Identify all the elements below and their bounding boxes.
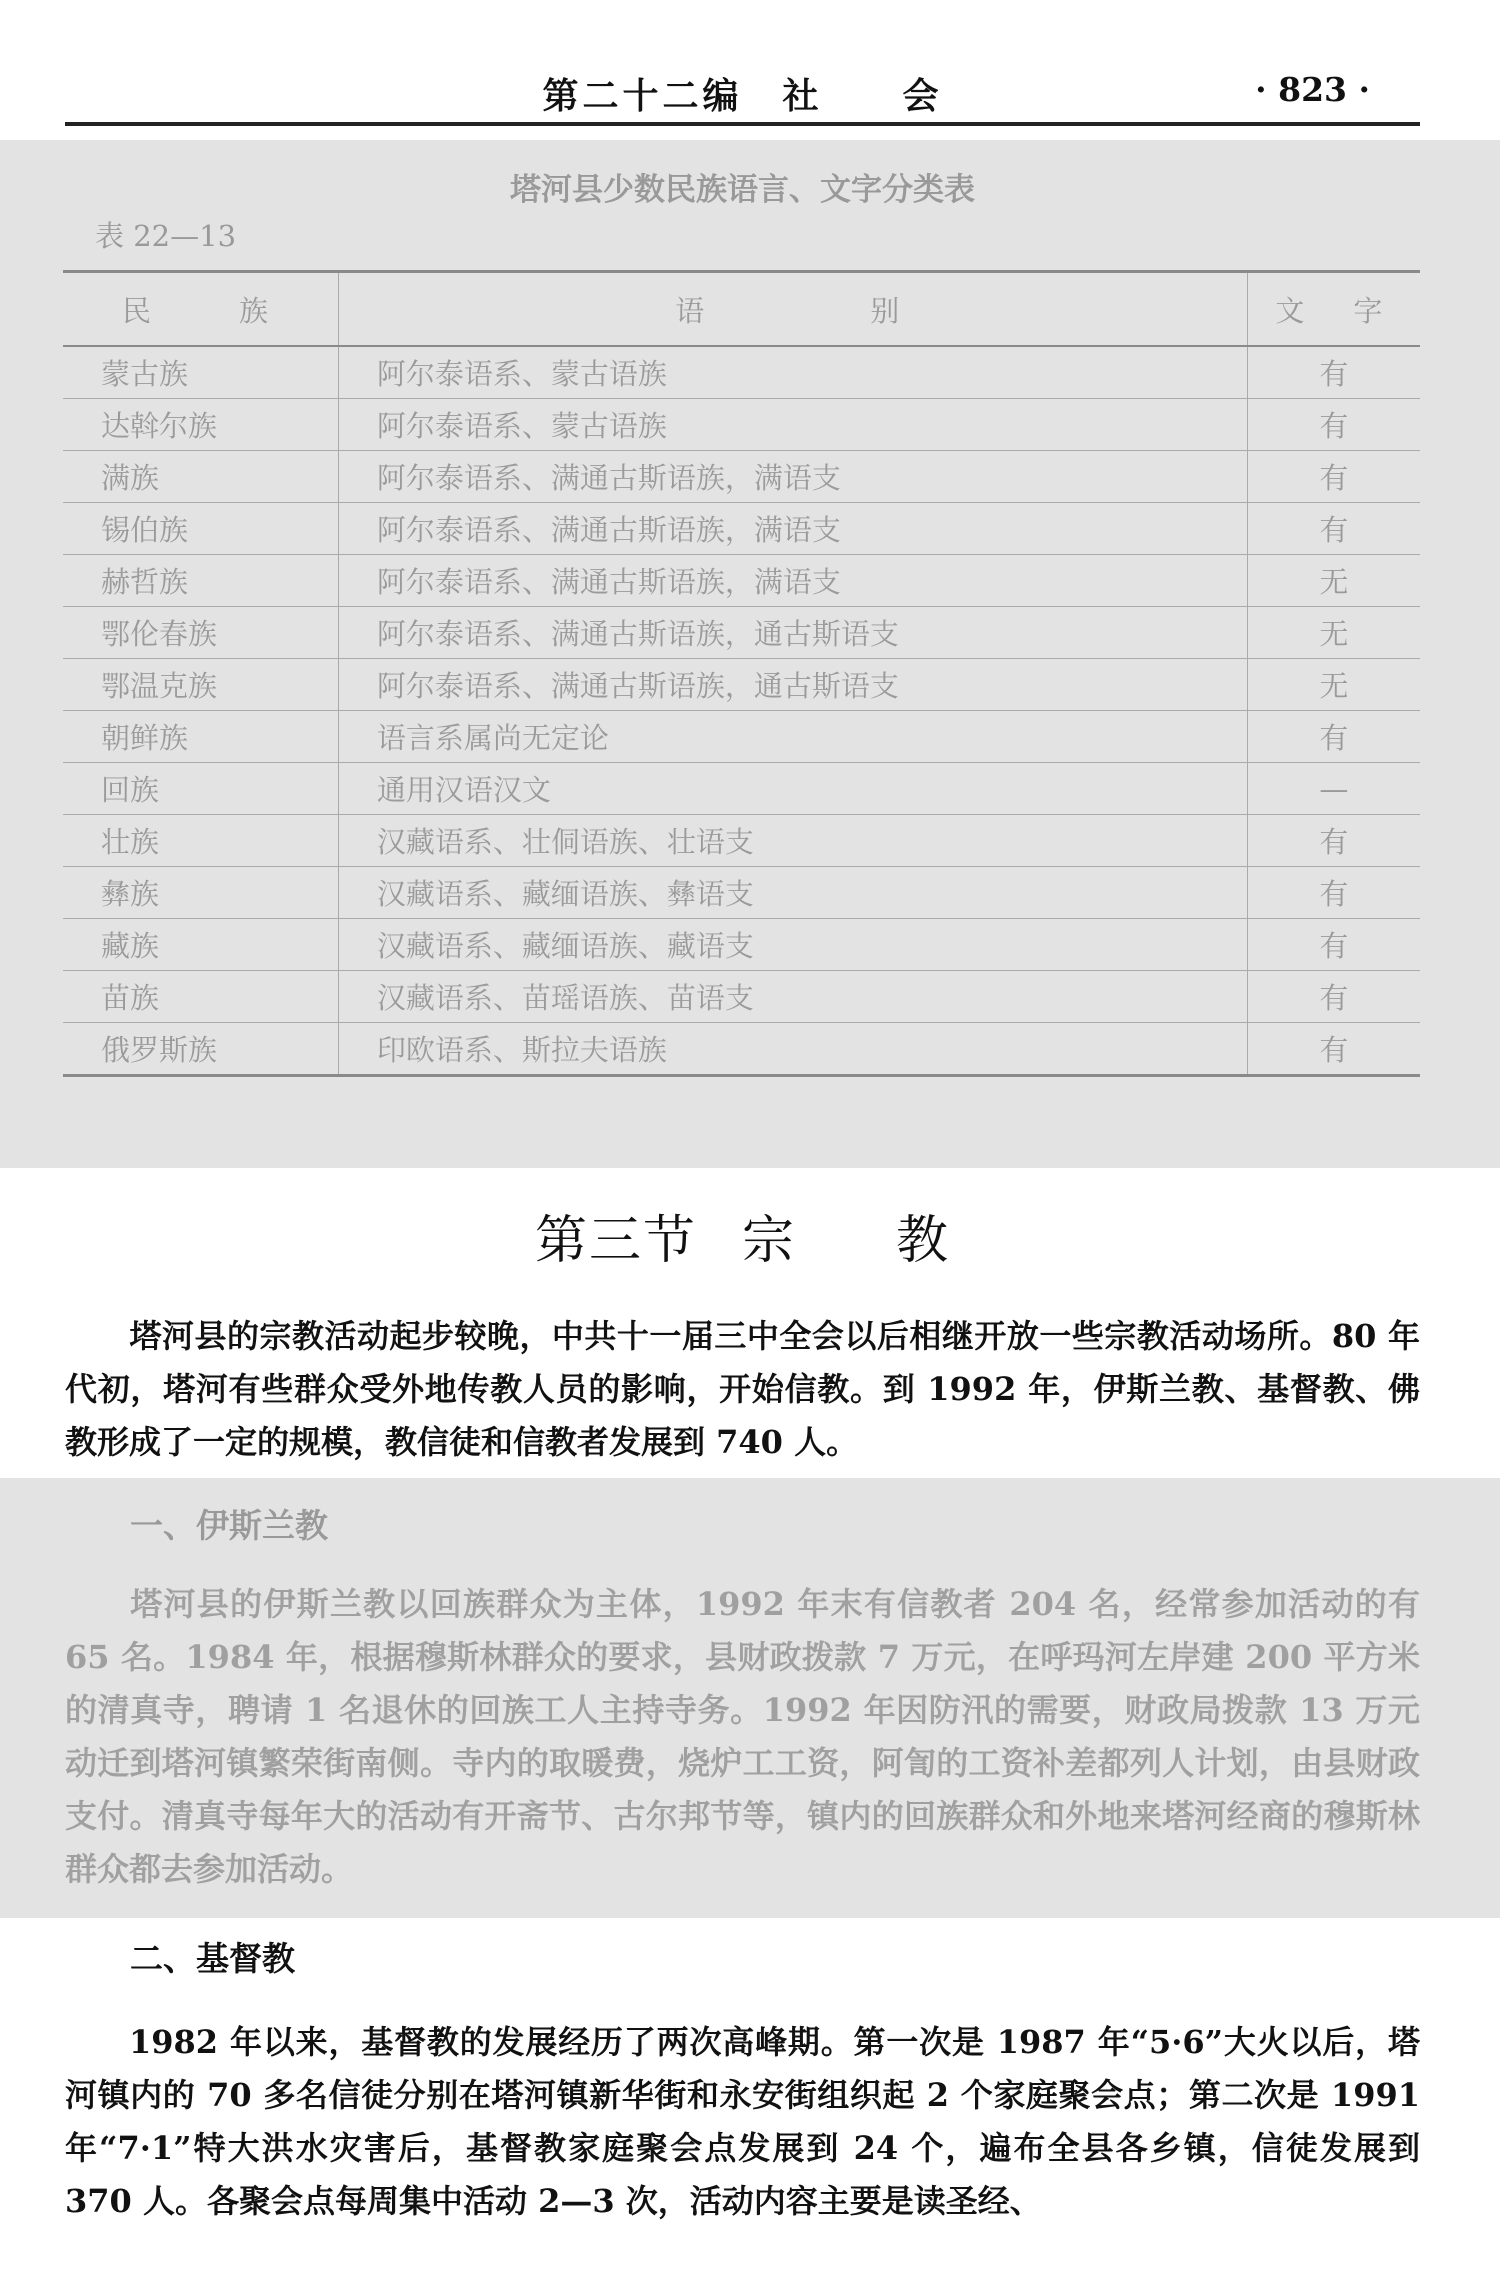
table-row — [63, 346, 1420, 399]
cell-language: 语言系属尚无定论 — [338, 711, 1247, 763]
cell-ethnic: 壮族 — [63, 815, 338, 867]
cell-script: 有 — [1247, 971, 1420, 1023]
cell-script: 有 — [1247, 1023, 1420, 1076]
table-code: 表 22—13 — [95, 219, 237, 253]
cell-script: 有 — [1247, 451, 1420, 503]
cell-ethnic: 苗族 — [63, 971, 338, 1023]
cell-language: 阿尔泰语系、满通古斯语族，满语支 — [338, 451, 1247, 503]
christianity-paragraph — [65, 2016, 1420, 2228]
table-row — [63, 451, 1420, 503]
cell-ethnic: 回族 — [63, 763, 338, 815]
section-heading — [65, 1198, 1420, 1273]
cell-language: 通用汉语汉文 — [338, 763, 1247, 815]
cell-script: 有 — [1247, 815, 1420, 867]
cell-ethnic: 鄂温克族 — [63, 659, 338, 711]
cell-script: 有 — [1247, 503, 1420, 555]
christianity-heading: 二、基督教 — [130, 1939, 295, 1978]
header-language: 语 别 — [338, 272, 1247, 347]
cell-ethnic: 赫哲族 — [63, 555, 338, 607]
table-row — [63, 711, 1420, 763]
islam-text: 塔河县的伊斯兰教以回族群众为主体，1992 年末有信教者 204 名，经常参加活动的有 65 名。1984 年，根据穆斯林群众的要求，县财政拨款 7 万元，在呼玛河左岸建 200 平方米的清真寺，聘请 1 名退休的回族工人主持寺务。1992 年因防汛的需要，财政局拨款 13 万元动迁到塔河镇繁荣街南侧。寺内的取暖费，烧炉工工资，阿訇的工资补差都列人计划，由县财政支付。清真寺每年大的活动有开斋节、古尔邦节等，镇内的回族群众和外地来塔河经商的穆斯林群众都去参加活动。 — [65, 1585, 1420, 1888]
header-ethnic: 民 族 — [63, 272, 338, 347]
cell-ethnic: 满族 — [63, 451, 338, 503]
cell-language: 印欧语系、斯拉夫语族 — [338, 1023, 1247, 1076]
cell-script: — — [1247, 763, 1420, 815]
intro-text: 塔河县的宗教活动起步较晚，中共十一届三中全会以后相继开放一些宗教活动场所。80 年代初，塔河有些群众受外地传教人员的影响，开始信教。到 1992 年，伊斯兰教、基督教、佛教形成了一定的规模，教信徒和信教者发展到 740 人。 — [65, 1317, 1420, 1461]
table-row — [63, 919, 1420, 971]
table-row — [63, 971, 1420, 1023]
chapter-title: 第二十二编 社 会 — [542, 75, 943, 117]
cell-language: 阿尔泰语系、蒙古语族 — [338, 399, 1247, 451]
cell-ethnic: 达斡尔族 — [63, 399, 338, 451]
header-rule — [65, 122, 1420, 126]
section-word-2: 教 — [896, 1211, 951, 1271]
table-row — [63, 607, 1420, 659]
page-number: · 823 · — [1255, 70, 1370, 109]
table-row — [63, 815, 1420, 867]
section-word-1: 宗 — [741, 1211, 796, 1271]
cell-script: 有 — [1247, 711, 1420, 763]
cell-ethnic: 锡伯族 — [63, 503, 338, 555]
table-row — [63, 763, 1420, 815]
cell-script: 有 — [1247, 399, 1420, 451]
cell-script: 无 — [1247, 607, 1420, 659]
table-row — [63, 659, 1420, 711]
cell-script: 有 — [1247, 346, 1420, 399]
table-row — [63, 867, 1420, 919]
cell-language: 汉藏语系、苗瑶语族、苗语支 — [338, 971, 1247, 1023]
table-body — [63, 346, 1420, 1076]
cell-script: 无 — [1247, 659, 1420, 711]
cell-language: 阿尔泰语系、满通古斯语族，通古斯语支 — [338, 659, 1247, 711]
cell-ethnic: 蒙古族 — [63, 346, 338, 399]
cell-language: 汉藏语系、藏缅语族、藏语支 — [338, 919, 1247, 971]
section-number: 第三节 — [534, 1211, 697, 1271]
intro-paragraph — [65, 1310, 1420, 1469]
cell-language: 阿尔泰语系、满通古斯语族，通古斯语支 — [338, 607, 1247, 659]
islam-heading: 一、伊斯兰教 — [130, 1506, 328, 1545]
cell-language: 汉藏语系、藏缅语族、彝语支 — [338, 867, 1247, 919]
table-row — [63, 1023, 1420, 1076]
table-header-row — [63, 272, 1420, 347]
table-title: 塔河县少数民族语言、文字分类表 — [510, 172, 975, 208]
cell-language: 阿尔泰语系、蒙古语族 — [338, 346, 1247, 399]
cell-script: 有 — [1247, 867, 1420, 919]
cell-ethnic: 藏族 — [63, 919, 338, 971]
cell-language: 汉藏语系、壮侗语族、壮语支 — [338, 815, 1247, 867]
islam-paragraph — [65, 1578, 1420, 1896]
table-row — [63, 503, 1420, 555]
cell-language: 阿尔泰语系、满通古斯语族，满语支 — [338, 503, 1247, 555]
page-header — [65, 60, 1420, 126]
christianity-text: 1982 年以来，基督教的发展经历了两次高峰期。第一次是 1987 年“5·6”大火以后，塔河镇内的 70 多名信徒分别在塔河镇新华街和永安街组织起 2 个家庭聚会点；第二次是 1991 年“7·1”特大洪水灾害后，基督教家庭聚会点发展到 24 个，遍布全县各乡镇，信徒发展到 370 人。各聚会点每周集中活动 2—3 次，活动内容主要是读圣经、 — [65, 2023, 1420, 2220]
header-script: 文 字 — [1247, 272, 1420, 347]
cell-ethnic: 彝族 — [63, 867, 338, 919]
cell-script: 有 — [1247, 919, 1420, 971]
cell-ethnic: 朝鲜族 — [63, 711, 338, 763]
cell-ethnic: 鄂伦春族 — [63, 607, 338, 659]
cell-ethnic: 俄罗斯族 — [63, 1023, 338, 1076]
table-row — [63, 399, 1420, 451]
language-table — [63, 270, 1420, 1077]
cell-script: 无 — [1247, 555, 1420, 607]
table-row — [63, 555, 1420, 607]
cell-language: 阿尔泰语系、满通古斯语族，满语支 — [338, 555, 1247, 607]
